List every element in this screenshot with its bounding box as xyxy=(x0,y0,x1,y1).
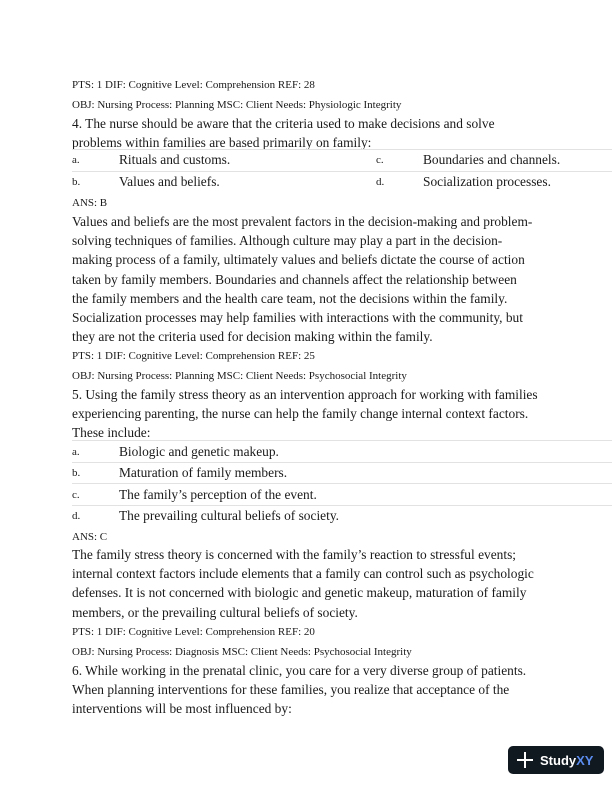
rationale-4 xyxy=(72,212,552,346)
stem-line: These include: xyxy=(72,425,151,441)
rationale-line: they are not the criteria used for decision making within the family. xyxy=(72,329,433,345)
stem-line: 5. Using the family stress theory as an intervention approach for working with families xyxy=(72,387,538,402)
brand-logo xyxy=(540,753,593,768)
stem-line: interventions will be most influenced by: xyxy=(72,701,292,717)
rationale-line: solving techniques of families. Although culture may play a part in the decision- xyxy=(72,233,503,249)
rationale-line: Socialization processes may help families with interactions with the community, but xyxy=(72,310,523,326)
option-c[interactable]: Boundaries and channels. xyxy=(423,152,561,167)
option-letter: d. xyxy=(376,176,385,188)
stem-line: problems within families are based primarily on family: xyxy=(72,135,372,151)
option-d[interactable]: The prevailing cultural beliefs of society. xyxy=(119,508,339,523)
option-letter: b. xyxy=(72,176,81,188)
rationale-line: Values and beliefs are the most prevalent factors in the decision-making and problem- xyxy=(72,214,533,229)
pts-line: PTS: 1 DIF: Cognitive Level: Comprehension REF: 25 xyxy=(72,350,315,362)
option-a[interactable]: Biologic and genetic makeup. xyxy=(119,444,279,459)
divider xyxy=(72,462,612,463)
option-b[interactable]: Maturation of family members. xyxy=(119,465,288,480)
plus-icon xyxy=(516,751,534,769)
option-letter: d. xyxy=(72,510,81,522)
brand-accent: XY xyxy=(576,752,594,768)
rationale-5 xyxy=(72,545,552,622)
stem-line: experiencing parenting, the nurse can help the family change internal context factors. xyxy=(72,406,529,422)
option-d[interactable]: Socialization processes. xyxy=(423,174,551,189)
rationale-line: the family members and the health care team, not the decisions within the family. xyxy=(72,290,508,306)
option-c[interactable]: The family’s perception of the event. xyxy=(119,487,317,502)
question-6-stem xyxy=(72,661,552,719)
rationale-line: internal context factors include elements that a family can control such as psychologic xyxy=(72,566,534,582)
option-letter: c. xyxy=(72,489,80,501)
answer-label: ANS: B xyxy=(72,197,108,209)
rationale-line: members, or the prevailing cultural beliefs of society. xyxy=(72,604,358,620)
stem-line: 4. The nurse should be aware that the criteria used to make decisions and solve xyxy=(72,116,495,131)
rationale-line: The family stress theory is concerned with the family’s reaction to stressful events; xyxy=(72,547,517,562)
obj-line: OBJ: Nursing Process: Planning MSC: Client Needs: Physiologic Integrity xyxy=(72,99,402,111)
question-4-stem xyxy=(72,114,552,152)
answer-label: ANS: C xyxy=(72,531,108,543)
rationale-line: making process of a family, ultimately values and beliefs dictate the course of action xyxy=(72,252,525,268)
divider xyxy=(72,505,612,506)
divider xyxy=(72,440,612,441)
obj-line: OBJ: Nursing Process: Planning MSC: Client Needs: Psychosocial Integrity xyxy=(72,370,407,382)
option-letter: a. xyxy=(72,446,80,458)
divider xyxy=(72,171,612,172)
option-letter: c. xyxy=(376,154,384,166)
option-letter: b. xyxy=(72,467,81,479)
brand-main: Study xyxy=(540,752,577,768)
stem-line: 6. While working in the prenatal clinic, you care for a very diverse group of patients. xyxy=(72,663,527,678)
option-letter: a. xyxy=(72,154,80,166)
stem-line: When planning interventions for these families, you realize that acceptance of the xyxy=(72,682,510,698)
pts-line: PTS: 1 DIF: Cognitive Level: Comprehension REF: 20 xyxy=(72,626,315,638)
divider xyxy=(72,483,612,484)
obj-line: OBJ: Nursing Process: Diagnosis MSC: Client Needs: Psychosocial Integrity xyxy=(72,646,412,658)
question-5-stem xyxy=(72,385,552,443)
divider xyxy=(72,149,612,150)
rationale-line: taken by family members. Boundaries and channels affect the relationship between xyxy=(72,271,517,287)
option-b[interactable]: Values and beliefs. xyxy=(119,174,220,189)
studyxy-badge[interactable] xyxy=(508,746,604,774)
rationale-line: defenses. It is not concerned with biologic and genetic makeup, maturation of family xyxy=(72,585,527,601)
pts-line: PTS: 1 DIF: Cognitive Level: Comprehension REF: 28 xyxy=(72,79,315,91)
option-a[interactable]: Rituals and customs. xyxy=(119,152,231,167)
